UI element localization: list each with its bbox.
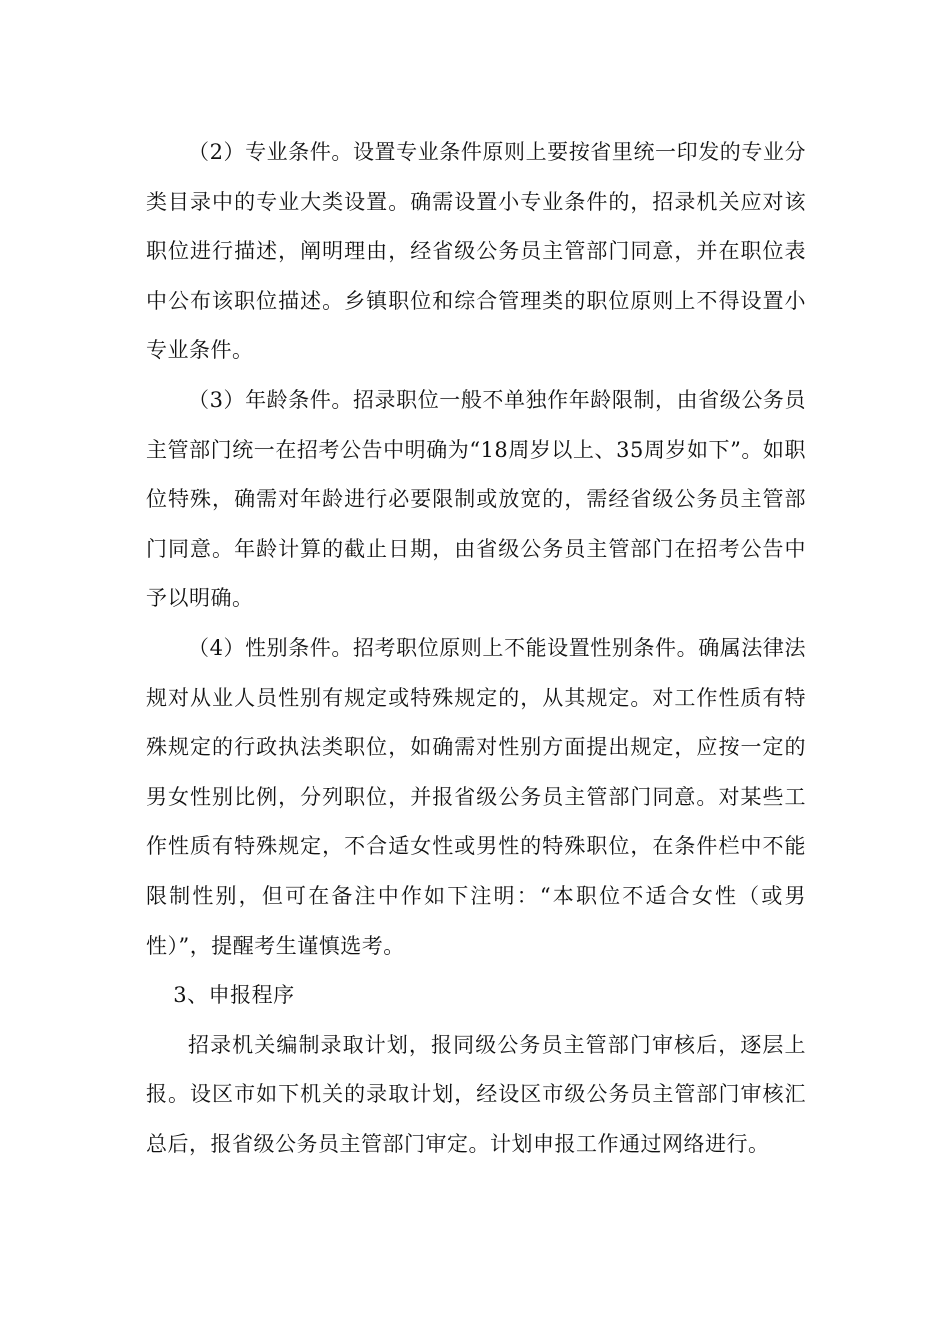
section-heading-application-procedure: 3、申报程序 — [173, 983, 295, 1008]
paragraph-professional-conditions: （2）专业条件。设置专业条件原则上要按省里统一印发的专业分类目录中的专业大类设置。确需设置小专业条件的，招录机关应对该职位进行描述，阐明理由，经省级公务员主管部门同意，并在职位表中公布该职位描述。乡镇职位和综合管理类的职位原则上不得设置小专业条件。 — [146, 140, 806, 363]
document-body — [146, 128, 806, 1169]
paragraph-gender-conditions: （4）性别条件。招考职位原则上不能设置性别条件。确属法律法规对从业人员性别有规定或特殊规定的，从其规定。对工作性质有特殊规定的行政执法类职位，如确需对性别方面提出规定，应按一定的男女性别比例，分列职位，并报省级公务员主管部门同意。对某些工作性质有特殊规定，不合适女性或男性的特殊职位，在条件栏中不能限制性别，但可在备注中作如下注明：“本职位不适合女性（或男性）”，提醒考生谨慎选考。 — [146, 635, 806, 958]
paragraph-age-conditions: （3）年龄条件。招录职位一般不单独作年龄限制，由省级公务员主管部门统一在招考公告中明确为“18周岁以上、35周岁如下”。如职位特殊，确需对年龄进行必要限制或放宽的，需经省级公务员主管部门同意。年龄计算的截止日期，由省级公务员主管部门在招考公告中予以明确。 — [146, 387, 806, 611]
paragraph-application-procedure: 招录机关编制录取计划，报同级公务员主管部门审核后，逐层上报。设区市如下机关的录取计划，经设区市级公务员主管部门审核汇总后，报省级公务员主管部门审定。计划申报工作通过网络进行。 — [146, 1032, 806, 1156]
